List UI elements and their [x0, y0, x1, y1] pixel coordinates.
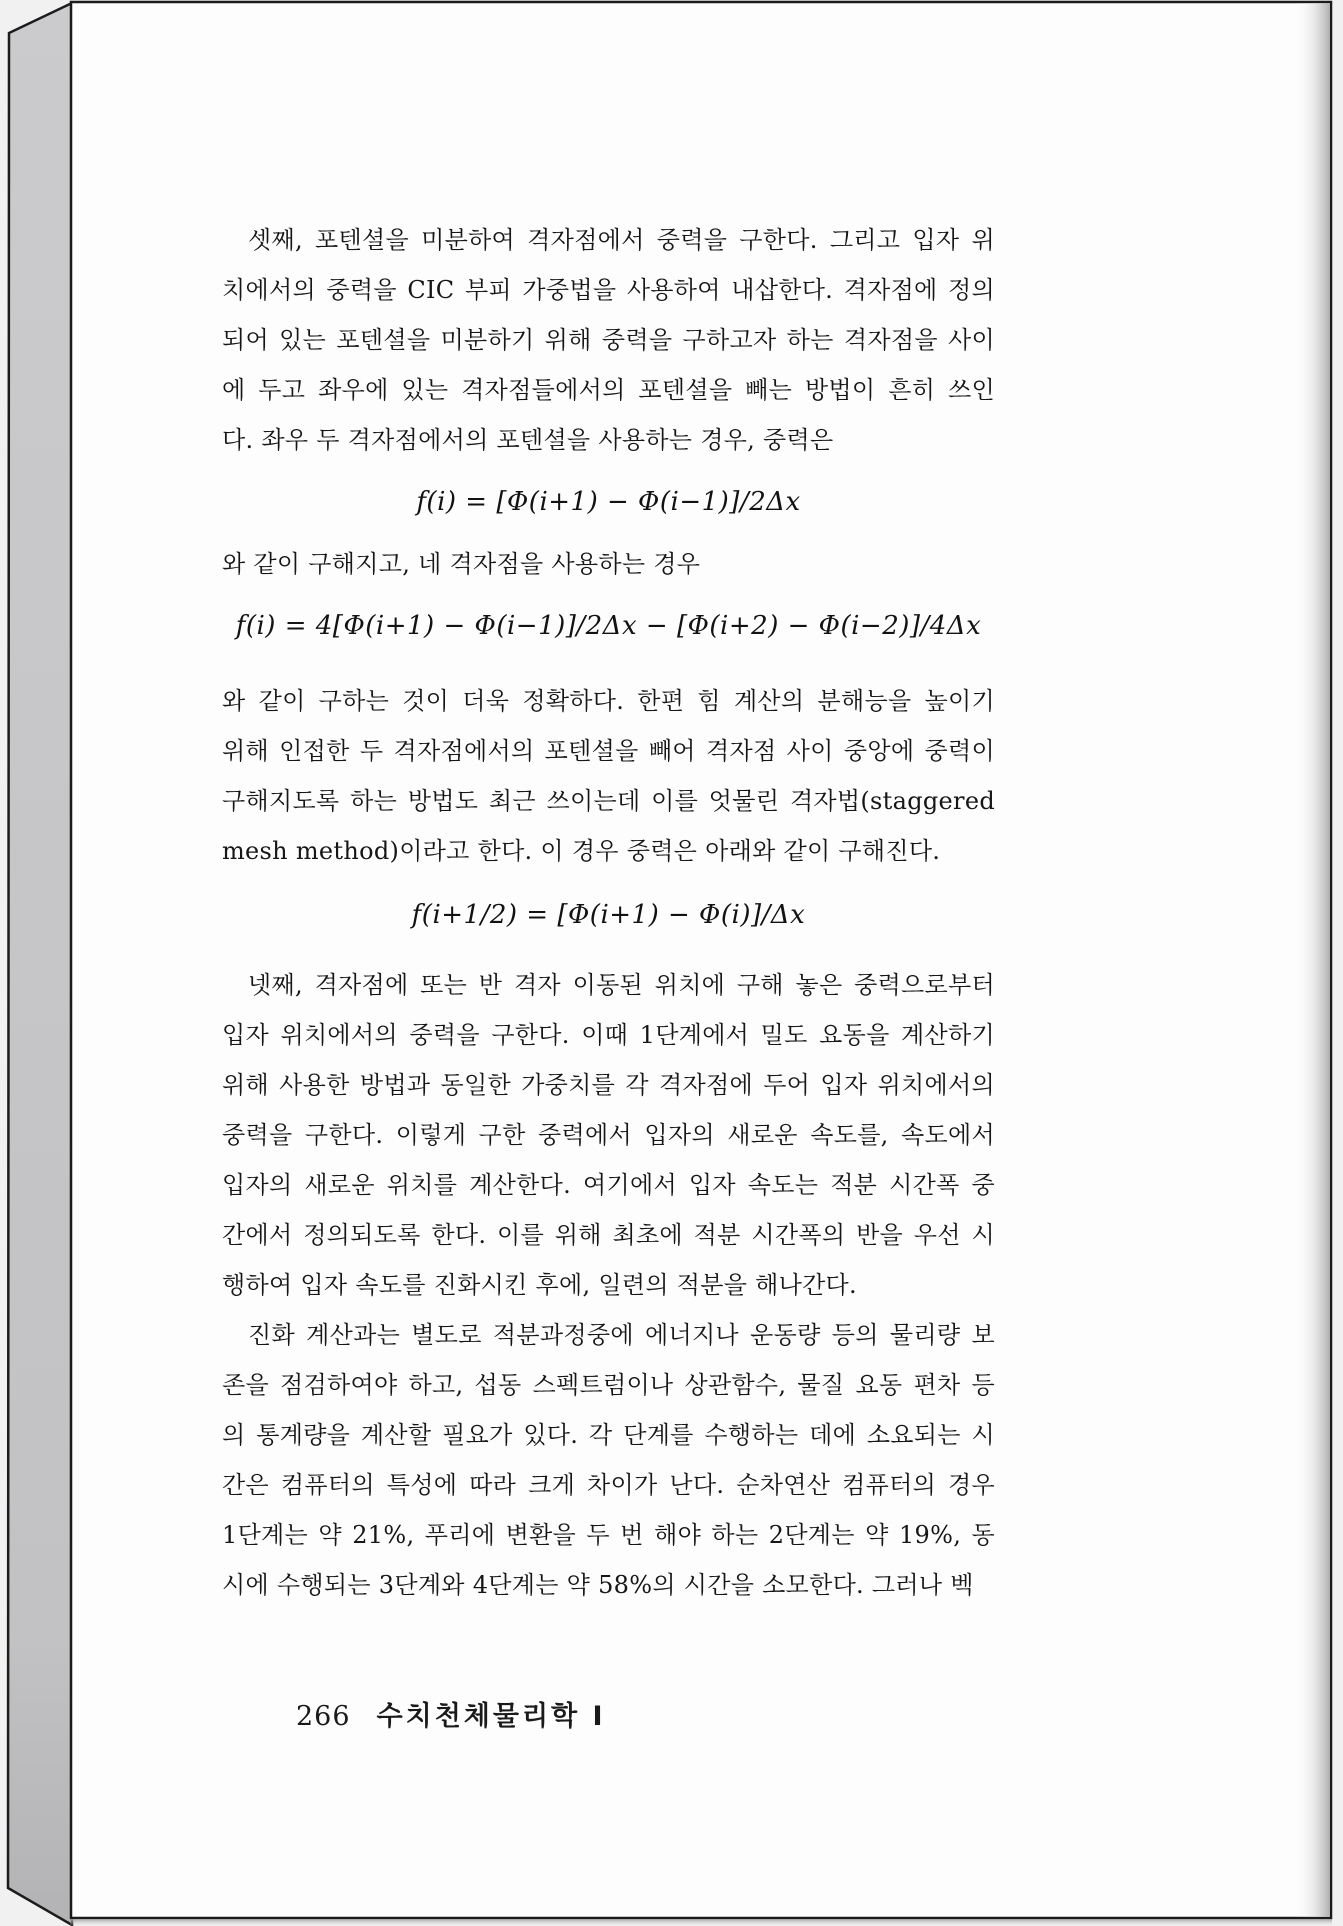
paragraph-connector: [222, 539, 995, 589]
book-left-edge: [8, 3, 72, 1925]
paragraph-statistics: [222, 1310, 995, 1610]
text-line: 존을 점검하여야 하고, 섭동 스펙트럼이나 상관함수, 물질 요동 편차 등: [222, 1371, 995, 1399]
text-line: 의 통계량을 계산할 필요가 있다. 각 단계를 수행하는 데에 소요되는 시: [222, 1421, 995, 1449]
text-line: 구해지도록 하는 방법도 최근 쓰이는데 이를 엇물린 격자법(staggered: [222, 787, 995, 815]
paragraph-third-step: [222, 215, 995, 465]
page-text-block: [222, 215, 995, 1610]
text-line: 와 같이 구하는 것이 더욱 정확하다. 한편 힘 계산의 분해능을 높이기: [222, 687, 995, 715]
text-line: 1단계는 약 21%, 푸리에 변환을 두 번 해야 하는 2단계는 약 19%, 동: [222, 1521, 995, 1549]
paragraph-fourth-step: [222, 960, 995, 1310]
page-number: 266: [296, 1701, 351, 1732]
paragraph-staggered-mesh: [222, 676, 995, 876]
text-line: 입자의 새로운 위치를 계산한다. 여기에서 입자 속도는 적분 시간폭 중: [222, 1171, 995, 1199]
text-line: 위해 사용한 방법과 동일한 가중치를 각 격자점에 두어 입자 위치에서의: [222, 1071, 995, 1099]
text-line: 넷째, 격자점에 또는 반 격자 이동된 위치에 구해 놓은 중력으로부터: [248, 971, 995, 999]
text-line: 행하여 입자 속도를 진화시킨 후에, 일련의 적분을 해나간다.: [222, 1271, 857, 1299]
text-line: 진화 계산과는 별도로 적분과정중에 에너지나 운동량 등의 물리량 보: [248, 1321, 995, 1349]
page-footer: [296, 1694, 606, 1733]
text-line: 위해 인접한 두 격자점에서의 포텐셜을 빼어 격자점 사이 중앙에 중력이: [222, 737, 995, 765]
formula-staggered-gradient: f(i+1/2) = [Φ(i+1) − Φ(i)]/Δx: [411, 900, 806, 930]
book-bottom-shadow: [70, 1919, 1332, 1926]
text-line: 다. 좌우 두 격자점에서의 포텐셜을 사용하는 경우, 중력은: [222, 426, 834, 454]
page-right-shading: [1294, 3, 1330, 1917]
text-line: 입자 위치에서의 중력을 구한다. 이때 1단계에서 밀도 요동을 계산하기: [222, 1021, 995, 1049]
text-line: 와 같이 구해지고, 네 격자점을 사용하는 경우: [222, 550, 701, 578]
text-line: 간에서 정의되도록 한다. 이를 위해 최초에 적분 시간폭의 반을 우선 시: [222, 1221, 995, 1249]
text-line: 되어 있는 포텐셜을 미분하기 위해 중력을 구하고자 하는 격자점을 사이: [222, 326, 995, 354]
formula-four-point-gradient: f(i) = 4[Φ(i+1) − Φ(i−1)]/2Δx − [Φ(i+2) − Φ(i−2)]/4Δx: [235, 611, 982, 641]
text-line: 에 두고 좌우에 있는 격자점들에서의 포텐셜을 빼는 방법이 흔히 쓰인: [222, 376, 995, 404]
text-line: 셋째, 포텐셜을 미분하여 격자점에서 중력을 구한다. 그리고 입자 위: [248, 226, 995, 254]
running-title: 수치천체물리학 Ⅰ: [376, 1701, 606, 1732]
text-line: 시에 수행되는 3단계와 4단계는 약 58%의 시간을 소모한다. 그러나 벡: [222, 1571, 974, 1599]
text-line: 간은 컴퓨터의 특성에 따라 크게 차이가 난다. 순차연산 컴퓨터의 경우: [222, 1471, 995, 1499]
text-line: 치에서의 중력을 CIC 부피 가중법을 사용하여 내삽한다. 격자점에 정의: [222, 276, 995, 304]
text-line: 중력을 구한다. 이렇게 구한 중력에서 입자의 새로운 속도를, 속도에서: [222, 1121, 995, 1149]
text-line: mesh method)이라고 한다. 이 경우 중력은 아래와 같이 구해진다.: [222, 837, 941, 865]
formula-two-point-gradient: f(i) = [Φ(i+1) − Φ(i−1)]/2Δx: [416, 487, 801, 517]
